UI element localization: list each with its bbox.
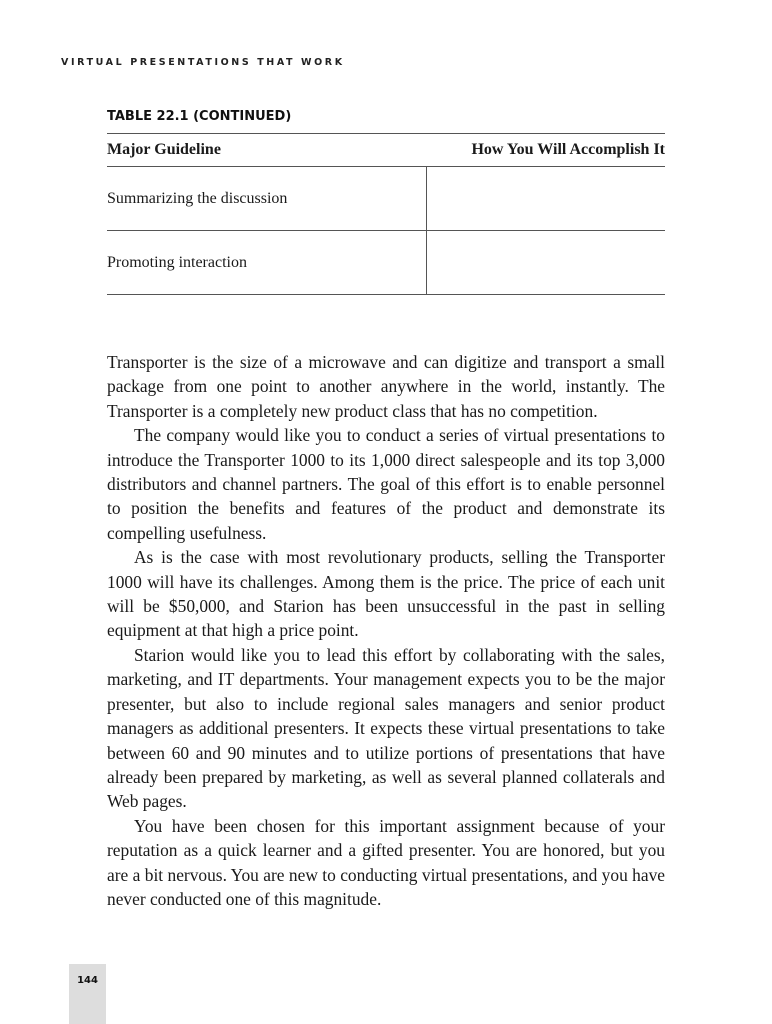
accomplish-cell (427, 231, 666, 295)
table-header-row (107, 134, 665, 167)
paragraph: You have been chosen for this important assignment because of your reputation as a quick learner and a gifted presenter. You are honored, but you are a bit nervous. You are new to conducting virtual presentations, and you have never conducted one of this magnitude. (107, 815, 665, 909)
body-text (107, 350, 665, 911)
paragraph: The company would like you to conduct a series of virtual presentations to introduce the Transporter 1000 to its 1,000 direct salespeople and its top 3,000 distributors and channel partners. The goal of this effort is to enable personnel to position the benefits and features of the product and demonstrate its compelling usefulness. (107, 425, 665, 543)
table-title: TABLE 22.1 (CONTINUED) (107, 109, 292, 124)
table-row (107, 167, 665, 231)
guideline-cell: Summarizing the discussion (107, 167, 427, 231)
page-number: 144 (77, 975, 98, 986)
table-row (107, 231, 665, 295)
paragraph: Transporter is the size of a microwave and can digitize and transport a small package from one point to another anywhere in the world, instantly. The Transporter is a completely new product class that has no competition. (107, 352, 665, 421)
paragraph: Starion would like you to lead this effort by collaborating with the sales, marketing, and IT departments. Your management expects you to be the major presenter, but also to include regional sales managers and senior product managers as additional presenters. It expects these virtual presentations to take between 60 and 90 minutes and to utilize portions of presentations that have already been prepared by marketing, as well as several planned collaterals and Web pages. (107, 644, 665, 812)
paragraph: As is the case with most revolutionary products, selling the Transporter 1000 will have its challenges. Among them is the price. The price of each unit will be $50,000, and Starion has been unsuccessful in the past in selling equipment at that high a price point. (107, 547, 665, 641)
running-head: VIRTUAL PRESENTATIONS THAT WORK (61, 57, 345, 68)
guideline-cell: Promoting interaction (107, 231, 427, 295)
guideline-table (107, 133, 665, 295)
header-how-accomplish: How You Will Accomplish It (427, 134, 666, 167)
accomplish-cell (427, 167, 666, 231)
page-number-tab (69, 964, 106, 1024)
header-major-guideline: Major Guideline (107, 134, 427, 167)
